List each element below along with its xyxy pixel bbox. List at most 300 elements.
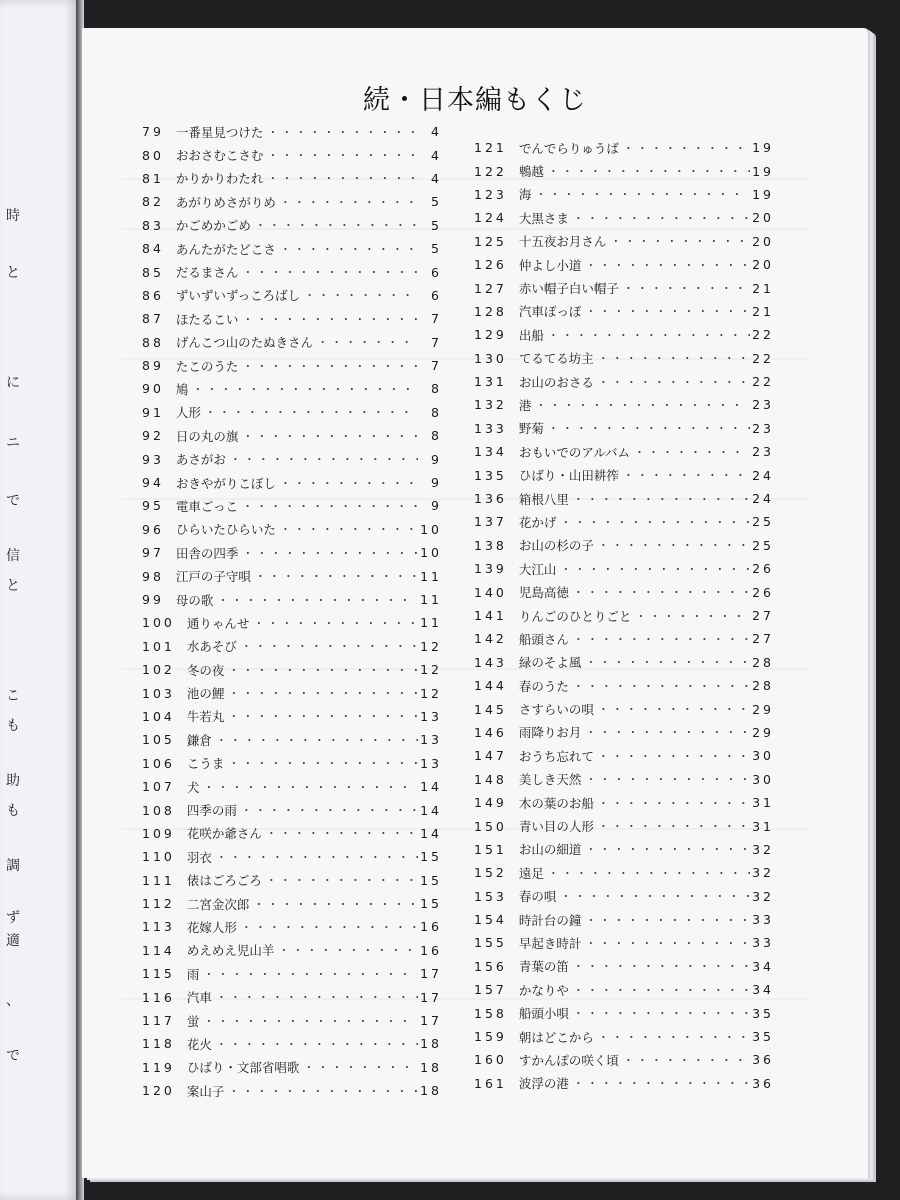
entry-page-number: 12	[420, 638, 442, 654]
toc-entry	[474, 955, 774, 978]
entry-title: 船頭小唄	[518, 1006, 569, 1022]
entry-number: 152	[474, 865, 507, 881]
entry-title: 遠足	[518, 865, 544, 881]
entry-title: げんこつ山のたぬきさん	[175, 335, 314, 351]
entry-number: 90	[142, 381, 164, 397]
toc-entry	[474, 370, 774, 393]
entry-number: 82	[142, 194, 164, 210]
entry-number: 141	[474, 608, 507, 623]
toc-entry	[474, 136, 774, 159]
toc-entry	[142, 915, 442, 938]
dot-leader	[237, 802, 418, 818]
entry-page-number: 29	[752, 701, 774, 717]
facing-page-text: 適	[6, 933, 20, 949]
dot-leader	[581, 654, 750, 670]
entry-page-number: 24	[752, 491, 774, 507]
entry-number: 88	[142, 334, 164, 350]
toc-entry	[474, 323, 774, 346]
entry-number: 159	[474, 1029, 507, 1045]
entry-title: かりかりわたれ	[175, 171, 264, 187]
entry-number: 105	[142, 732, 175, 748]
entry-title: 港	[518, 397, 532, 413]
entry-title: さすらいの唄	[518, 702, 594, 718]
dot-leader	[224, 755, 418, 771]
entry-title: 木の葉のお船	[518, 795, 594, 811]
toc-entry	[474, 744, 774, 767]
entry-page-number: 9	[431, 451, 442, 467]
toc-column-left	[142, 120, 442, 1102]
entry-title: 羽衣	[186, 849, 212, 865]
entry-title: 雨降りお月	[518, 725, 582, 741]
toc-entry	[474, 627, 774, 650]
toc-column-right	[474, 136, 774, 1095]
entry-number: 89	[142, 358, 164, 374]
toc-entry	[474, 861, 774, 884]
entry-title: 春のうた	[518, 678, 569, 694]
entry-number: 101	[142, 638, 175, 654]
toc-entry	[474, 838, 774, 861]
toc-entry	[474, 417, 774, 440]
entry-number: 127	[474, 280, 507, 296]
toc-entry	[142, 307, 442, 330]
entry-number: 157	[474, 982, 507, 998]
entry-page-number: 12	[420, 662, 442, 678]
entry-number: 81	[142, 170, 164, 186]
entry-page-number: 10	[420, 521, 442, 537]
dot-leader	[199, 1013, 418, 1029]
entry-page-number: 4	[431, 147, 442, 163]
toc-entry	[142, 190, 442, 213]
entry-title: 青葉の笛	[518, 959, 569, 975]
entry-title: あがりめさがりめ	[175, 194, 276, 210]
entry-page-number: 13	[420, 708, 442, 724]
entry-page-number: 14	[420, 802, 442, 818]
entry-number: 158	[474, 1005, 507, 1021]
toc-entry	[474, 206, 774, 229]
toc-entry	[142, 120, 442, 143]
facing-page-text: 調	[6, 858, 20, 874]
entry-number: 160	[474, 1052, 507, 1068]
entry-number: 86	[142, 287, 164, 303]
dot-leader	[226, 451, 418, 467]
toc-entry	[142, 447, 442, 470]
entry-title: すかんぽの咲く頃	[518, 1052, 619, 1068]
dot-leader	[556, 514, 750, 530]
dot-leader	[249, 615, 418, 631]
toc-entry	[474, 791, 774, 814]
entry-title: たこのうた	[175, 358, 239, 374]
toc-entry	[142, 377, 442, 400]
facing-page-text: 、	[6, 993, 20, 1009]
facing-page-text: 時	[6, 208, 20, 224]
entry-page-number: 16	[420, 919, 442, 935]
toc-entry	[142, 705, 442, 728]
dot-leader	[569, 631, 750, 647]
entry-number: 91	[142, 404, 164, 420]
toc-entry	[142, 541, 442, 564]
entry-number: 93	[142, 451, 164, 467]
dot-leader	[569, 982, 750, 998]
toc-entry	[142, 354, 442, 377]
toc-entry	[142, 284, 442, 307]
entry-number: 143	[474, 654, 507, 670]
toc-entry	[474, 908, 774, 931]
dot-leader	[569, 210, 750, 226]
entry-page-number: 33	[752, 912, 774, 928]
entry-title: 日の丸の旗	[175, 428, 239, 444]
dot-leader	[251, 568, 418, 584]
entry-page-number: 5	[431, 241, 442, 257]
dot-leader	[238, 428, 418, 444]
dot-leader	[201, 404, 418, 420]
entry-number: 132	[474, 397, 507, 413]
toc-entry	[142, 1056, 442, 1079]
entry-title: 二宮金次郎	[186, 896, 250, 912]
entry-number: 145	[474, 701, 507, 717]
dot-leader	[556, 561, 750, 577]
entry-number: 154	[474, 912, 507, 928]
dot-leader	[594, 537, 750, 553]
facing-page-text: も	[6, 803, 20, 819]
dot-leader	[581, 257, 750, 273]
entry-title: 江戸の子守唄	[175, 569, 251, 585]
entry-page-number: 9	[431, 498, 442, 514]
entry-number: 83	[142, 217, 164, 233]
toc-entry	[474, 253, 774, 276]
entry-page-number: 25	[752, 537, 774, 553]
entry-page-number: 15	[420, 849, 442, 865]
toc-entry	[474, 440, 774, 463]
entry-page-number: 13	[420, 732, 442, 748]
toc-entry	[474, 557, 774, 580]
toc-entry	[474, 463, 774, 486]
entry-title: 箱根八里	[518, 491, 569, 507]
toc-entry	[474, 651, 774, 674]
entry-title: 汽車ぽっぽ	[518, 304, 582, 320]
toc-entry	[142, 564, 442, 587]
entry-title: 緑のそよ風	[518, 655, 582, 671]
entry-page-number: 35	[752, 1005, 774, 1021]
toc-entry	[142, 260, 442, 283]
dot-leader	[276, 241, 418, 257]
entry-number: 95	[142, 498, 164, 514]
toc-entry	[142, 681, 442, 704]
entry-page-number: 6	[431, 287, 442, 303]
entry-title: めえめえ児山羊	[186, 943, 275, 959]
entry-title: 花咲か爺さん	[186, 826, 262, 842]
dot-leader	[619, 467, 750, 483]
entry-title: ほたるこい	[175, 311, 239, 327]
entry-page-number: 19	[752, 140, 774, 156]
entry-title: 蛍	[186, 1013, 200, 1029]
entry-title: 船頭さん	[518, 631, 569, 647]
dot-leader	[594, 701, 750, 717]
entry-title: 花火	[186, 1036, 212, 1052]
entry-number: 79	[142, 124, 164, 140]
entry-number: 121	[474, 140, 507, 156]
toc-entry	[474, 721, 774, 744]
toc-page	[82, 28, 868, 1178]
dot-leader	[594, 795, 750, 811]
entry-number: 156	[474, 958, 507, 974]
entry-page-number: 20	[752, 210, 774, 226]
toc-entry	[474, 768, 774, 791]
entry-title: 十五夜お月さん	[518, 234, 607, 250]
entry-page-number: 36	[752, 1052, 774, 1068]
entry-title: 花かげ	[518, 514, 557, 530]
facing-page-text: ず	[6, 910, 20, 926]
toc-entry	[142, 331, 442, 354]
entry-title: 赤い帽子白い帽子	[518, 281, 619, 297]
entry-title: 鵯越	[518, 164, 544, 180]
left-page-edge	[0, 0, 78, 1200]
dot-leader	[237, 919, 418, 935]
toc-entry	[142, 401, 442, 424]
entry-title: あさがお	[175, 452, 226, 468]
entry-page-number: 11	[420, 568, 442, 584]
entry-title: 青い目の人形	[518, 819, 594, 835]
entry-title: 児島高徳	[518, 585, 569, 601]
entry-title: でんでらりゅうば	[518, 140, 619, 156]
entry-title: 人形	[175, 405, 201, 421]
entry-number: 137	[474, 514, 507, 530]
entry-title: 四季の雨	[186, 803, 237, 819]
entry-page-number: 23	[752, 397, 774, 413]
dot-leader	[631, 608, 750, 624]
entry-number: 107	[142, 779, 175, 795]
entry-title: 鎌倉	[186, 732, 212, 748]
entry-title: 田舎の四季	[175, 545, 239, 561]
entry-number: 97	[142, 545, 164, 561]
entry-number: 124	[474, 210, 507, 226]
entry-title: おきやがりこぼし	[175, 475, 276, 491]
page-title: 続・日本編もくじ	[363, 85, 587, 116]
entry-number: 128	[474, 303, 507, 319]
toc-entry	[474, 1001, 774, 1024]
entry-title: 春の唄	[518, 889, 557, 905]
dot-leader	[238, 545, 418, 561]
entry-page-number: 4	[431, 170, 442, 186]
entry-number: 138	[474, 537, 507, 553]
toc-entry	[142, 822, 442, 845]
entry-title: 牛若丸	[186, 709, 225, 725]
dot-leader	[199, 779, 418, 795]
entry-page-number: 23	[752, 444, 774, 460]
facing-page-text: 信	[6, 548, 20, 564]
entry-number: 150	[474, 818, 507, 834]
entry-page-number: 7	[431, 358, 442, 374]
entry-title: りんごのひとりごと	[518, 608, 632, 624]
entry-page-number: 10	[420, 545, 442, 561]
entry-number: 139	[474, 561, 507, 577]
dot-leader	[212, 849, 418, 865]
toc-entry	[474, 697, 774, 720]
entry-page-number: 12	[420, 685, 442, 701]
entry-title: かなりや	[518, 982, 569, 998]
entry-page-number: 17	[420, 989, 442, 1005]
entry-page-number: 24	[752, 467, 774, 483]
dot-leader	[569, 678, 750, 694]
entry-title: おおさむこさむ	[175, 148, 264, 164]
entry-title: 野菊	[518, 421, 544, 437]
entry-number: 117	[142, 1013, 175, 1029]
entry-number: 110	[142, 849, 175, 865]
entry-page-number: 25	[752, 514, 774, 530]
entry-number: 153	[474, 888, 507, 904]
entry-title: 池の鯉	[186, 686, 225, 702]
entry-number: 84	[142, 241, 164, 257]
entry-number: 102	[142, 662, 175, 678]
entry-number: 100	[142, 615, 175, 631]
entry-page-number: 19	[752, 163, 774, 179]
entry-title: 朝はどこから	[518, 1029, 594, 1045]
entry-page-number: 27	[752, 608, 774, 623]
entry-page-number: 15	[420, 872, 442, 888]
dot-leader	[594, 818, 750, 834]
entry-page-number: 21	[752, 303, 774, 319]
toc-entry	[142, 985, 442, 1008]
toc-entry	[474, 347, 774, 370]
toc-entry	[142, 518, 442, 541]
dot-leader	[274, 942, 418, 958]
toc-entry	[474, 300, 774, 323]
entry-page-number: 8	[431, 428, 442, 444]
entry-number: 126	[474, 257, 507, 273]
entry-number: 142	[474, 631, 507, 647]
dot-leader	[263, 124, 418, 140]
entry-title: ひばり・山田耕筰	[518, 468, 619, 484]
entry-number: 108	[142, 802, 175, 818]
entry-number: 106	[142, 755, 175, 771]
entry-page-number: 29	[752, 724, 774, 740]
facing-page-text: ニ	[6, 435, 20, 451]
entry-title: 鳩	[175, 381, 189, 397]
entry-title: 汽車	[186, 990, 212, 1006]
dot-leader	[544, 865, 750, 881]
toc-entry	[142, 728, 442, 751]
entry-number: 148	[474, 771, 507, 787]
entry-number: 135	[474, 467, 507, 483]
dot-leader	[594, 748, 750, 764]
toc-entry	[142, 611, 442, 634]
entry-page-number: 34	[752, 958, 774, 974]
entry-page-number: 8	[431, 404, 442, 420]
toc-entry	[474, 230, 774, 253]
toc-entry	[142, 1079, 442, 1102]
entry-number: 122	[474, 163, 507, 179]
entry-title: 早起き時計	[518, 935, 582, 951]
facing-page-text: こ	[6, 688, 20, 704]
entry-title: 一番星見つけた	[175, 124, 264, 140]
dot-leader	[313, 334, 418, 350]
entry-number: 92	[142, 428, 164, 444]
facing-page-text: も	[6, 718, 20, 734]
dot-leader	[581, 771, 750, 787]
entry-title: 水あそび	[186, 639, 237, 655]
entry-title: お山の杉の子	[518, 538, 594, 554]
dot-leader	[188, 381, 418, 397]
toc-entry	[474, 1048, 774, 1071]
dot-leader	[544, 327, 750, 343]
entry-number: 134	[474, 444, 507, 460]
toc-entry	[142, 635, 442, 658]
entry-title: 冬の夜	[186, 662, 225, 678]
entry-title: 案山子	[186, 1083, 225, 1099]
entry-number: 146	[474, 724, 507, 740]
entry-page-number: 7	[431, 334, 442, 350]
facing-page-text: 助	[6, 773, 20, 789]
entry-title: 大江山	[518, 561, 557, 577]
entry-page-number: 5	[431, 194, 442, 210]
entry-number: 125	[474, 233, 507, 249]
entry-number: 133	[474, 420, 507, 436]
entry-number: 98	[142, 568, 164, 584]
dot-leader	[569, 958, 750, 974]
dot-leader	[581, 303, 750, 319]
entry-page-number: 5	[431, 217, 442, 233]
entry-number: 151	[474, 841, 507, 857]
dot-leader	[249, 896, 418, 912]
entry-number: 144	[474, 678, 507, 694]
entry-page-number: 19	[752, 186, 774, 202]
entry-page-number: 22	[752, 374, 774, 390]
entry-number: 149	[474, 795, 507, 811]
entry-page-number: 8	[431, 381, 442, 397]
facing-page-text: で	[6, 1048, 20, 1064]
entry-page-number: 32	[752, 888, 774, 904]
entry-page-number: 30	[752, 748, 774, 764]
dot-leader	[556, 888, 750, 904]
entry-number: 80	[142, 147, 164, 163]
entry-page-number: 11	[420, 592, 442, 607]
dot-leader	[594, 350, 750, 366]
toc-entry	[474, 510, 774, 533]
dot-leader	[569, 1005, 750, 1021]
dot-leader	[237, 638, 418, 654]
dot-leader	[263, 147, 418, 163]
dot-leader	[213, 592, 418, 608]
entry-title: 海	[518, 187, 532, 203]
entry-number: 85	[142, 264, 164, 280]
toc-entry	[142, 214, 442, 237]
entry-page-number: 20	[752, 257, 774, 273]
toc-entry	[474, 1025, 774, 1048]
entry-page-number: 32	[752, 841, 774, 857]
entry-title: 電車ごっこ	[175, 498, 239, 514]
entry-page-number: 31	[752, 795, 774, 811]
toc-entry	[474, 183, 774, 206]
toc-entry	[474, 534, 774, 557]
entry-number: 115	[142, 966, 175, 982]
dot-leader	[531, 186, 750, 202]
dot-leader	[569, 1075, 750, 1091]
entry-page-number: 15	[420, 896, 442, 912]
toc-entry	[142, 1032, 442, 1055]
toc-entry	[142, 424, 442, 447]
toc-entry	[474, 487, 774, 510]
entry-number: 96	[142, 521, 164, 537]
dot-leader	[238, 358, 418, 374]
dot-leader	[619, 1052, 750, 1068]
toc-entry	[474, 580, 774, 603]
entry-title: 俵はごろごろ	[186, 873, 262, 889]
entry-page-number: 28	[752, 654, 774, 670]
entry-title: ひばり・文部省唱歌	[186, 1060, 300, 1076]
dot-leader	[630, 444, 750, 460]
toc-entry	[142, 869, 442, 892]
dot-leader	[531, 397, 750, 413]
entry-title: 通りゃんせ	[186, 615, 250, 631]
